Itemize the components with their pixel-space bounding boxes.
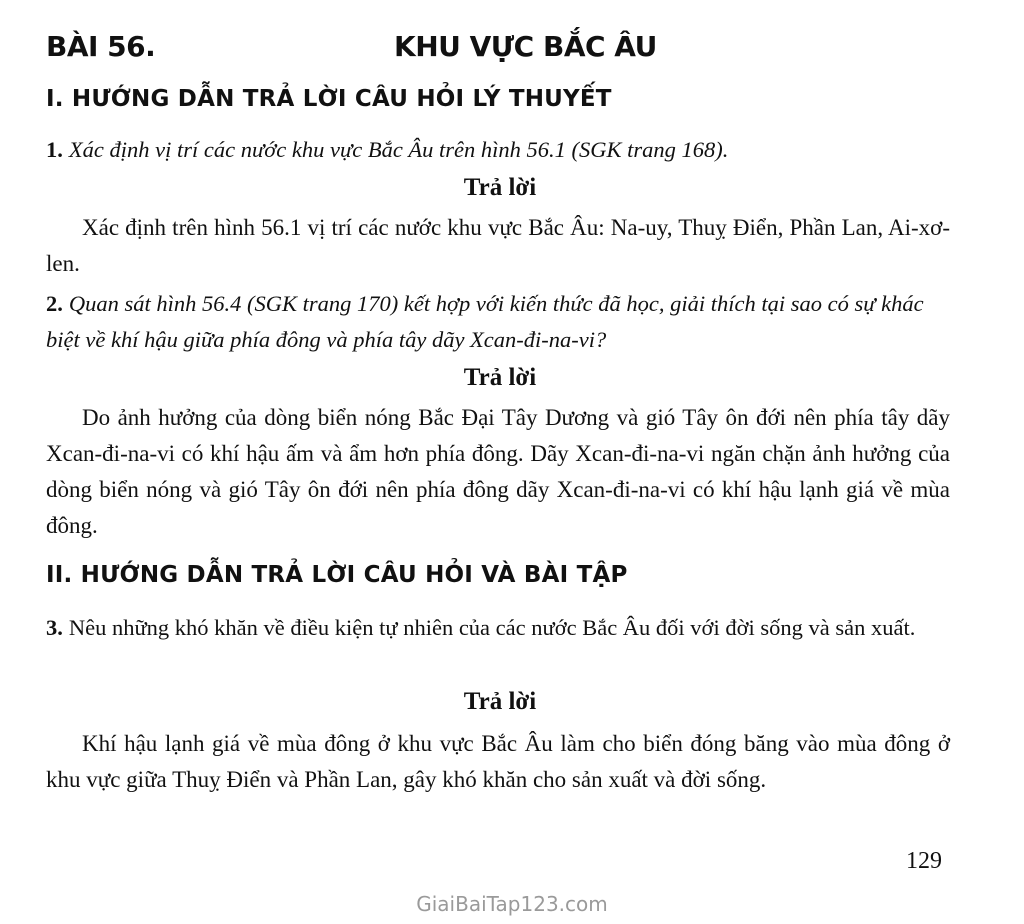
section-heading-exercises: II. HƯỚNG DẪN TRẢ LỜI CÂU HỎI VÀ BÀI TẬP	[46, 562, 628, 588]
question-1	[46, 132, 950, 168]
question-text: Nêu những khó khăn về điều kiện tự nhiên của các nước Bắc Âu đối với đời sống và sản xuất.	[68, 615, 916, 640]
answer-paragraph: Xác định trên hình 56.1 vị trí các nước khu vực Bắc Âu: Na-uy, Thuỵ Điển, Phần Lan, Ai-xơ-len.	[46, 215, 950, 276]
watermark: GiaiBaiTap123.com	[416, 892, 608, 916]
question-number: 3.	[46, 615, 63, 640]
section-heading-theory: I. HƯỚNG DẪN TRẢ LỜI CÂU HỎI LÝ THUYẾT	[46, 86, 612, 112]
lesson-title: KHU VỰC BẮC ÂU	[394, 30, 657, 63]
answer-heading: Trả lời	[463, 174, 537, 201]
question-3	[46, 610, 950, 646]
page-number: 129	[906, 848, 942, 874]
question-text: Xác định vị trí các nước khu vực Bắc Âu trên hình 56.1 (SGK trang 168).	[68, 137, 729, 162]
answer-heading: Trả lời	[463, 364, 537, 391]
question-number: 1.	[46, 137, 63, 162]
question-number: 2.	[46, 291, 63, 316]
question-text: Quan sát hình 56.4 (SGK trang 170) kết hợp với kiến thức đã học, giải thích tại sao có sự khác biệt về khí hậu giữa phía đông và phía tây dãy Xcan-đi-na-vi?	[46, 291, 924, 352]
lesson-header	[46, 26, 976, 72]
answer-heading: Trả lời	[463, 688, 537, 715]
question-2	[46, 286, 950, 358]
answer-paragraph: Khí hậu lạnh giá về mùa đông ở khu vực Bắc Âu làm cho biển đóng băng vào mùa đông ở khu vực giữa Thuỵ Điển và Phần Lan, gây khó khăn cho sản xuất và đời sống.	[46, 731, 950, 792]
lesson-number: BÀI 56.	[46, 30, 156, 63]
answer-paragraph: Do ảnh hưởng của dòng biển nóng Bắc Đại Tây Dương và gió Tây ôn đới nên phía tây dãy Xcan-đi-na-vi có khí hậu ấm và ẩm hơn phía đông. Dãy Xcan-đi-na-vi ngăn chặn ảnh hưởng của dòng biển nóng và gió Tây ôn đới nên phía đông dãy Xcan-đi-na-vi có khí hậu lạnh giá về mùa đông.	[46, 405, 950, 538]
